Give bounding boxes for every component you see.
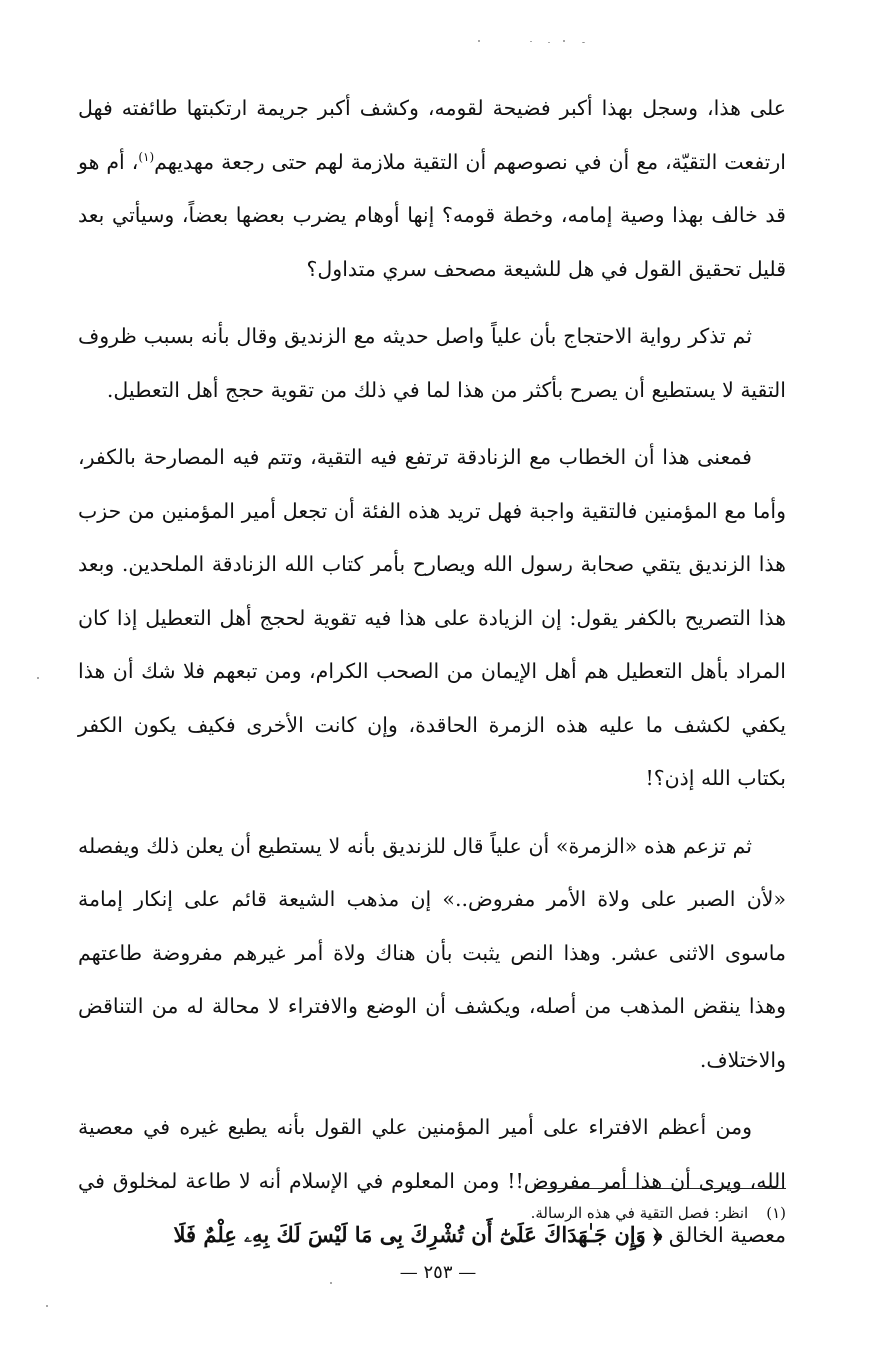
paragraph-1 <box>78 82 786 296</box>
footnote-reference[interactable]: (١) <box>138 149 155 164</box>
paragraph-5 <box>78 1101 786 1263</box>
paragraph-1-text: على هذا، وسجل بهذا أكبر فضيحة لقومه، وكشف أكبر جريمة ارتكبتها طائفته فهل ارتفعت التقيّة، مع أن في نصوصهم أن التقية ملازمة لهم حتى رجعة مهديهم <box>78 96 786 174</box>
scan-speck <box>548 42 550 43</box>
scan-speck <box>37 677 39 679</box>
scan-speck <box>563 40 565 42</box>
scan-speck <box>46 1305 48 1307</box>
footnote-number: (١) <box>766 1204 786 1222</box>
paragraph-3: فمعنى هذا أن الخطاب مع الزنادقة ترتفع فيه التقية، وتتم فيه المصارحة بالكفر، وأما مع المؤمنين فالتقية واجبة فهل تريد هذه الفئة أن تجعل أمير المؤمنين من حزب هذا الزنديق يتقي صحابة رسول الله ويصارح بأمر كتاب الله الزنادقة الملحدين. وبعد هذا التصريح بالكفر يقول: إن الزيادة على هذا فيه تقوية لحجج أهل التعطيل إذا كان المراد بأهل التعطيل هم أهل الإيمان من الصحب الكرام، ومن تبعهم فلا شك أن هذا يكفي لكشف ما عليه هذه الزمرة الحاقدة، وإن كانت الأخرى فكيف يكون الكفر بكتاب الله إذن؟! <box>78 445 786 790</box>
footnote-text: انظر: فصل التقية في هذه الرسالة. <box>530 1204 749 1222</box>
page-number: — ٢٥٣ — <box>399 1262 477 1283</box>
footnote-divider <box>536 1188 786 1189</box>
scan-speck <box>582 42 585 43</box>
scan-speck <box>530 41 532 42</box>
paragraph-5-text: ومن أعظم الافتراء على أمير المؤمنين علي القول بأنه يطيع غيره في معصية الله، ويرى أن هذا أمر مفروض!! ومن المعلوم في الإسلام أنه لا طاعة لمخلوق في معصية الخالق <box>78 1115 786 1247</box>
quran-verse: ﴿ وَإِن جَـٰهَدَاكَ عَلَىٰٓ أَن تُشْرِكَ بِى مَا لَيْسَ لَكَ بِهِۦ عِلْمٌ فَلَا <box>173 1222 663 1247</box>
scan-speck <box>478 40 480 42</box>
page-body <box>78 82 786 1263</box>
scan-speck <box>330 1282 332 1284</box>
paragraph-4: ثم تزعم هذه «الزمرة» أن علياً قال للزنديق بأنه لا يستطيع أن يعلن ذلك ويفصله «لأن الصبر على ولاة الأمر مفروض..» إن مذهب الشيعة قائم على إنكار إمامة ماسوى الاثنى عشر. وهذا النص يثبت بأن هناك ولاة أمر غيرهم مفروضة طاعتهم وهذا ينقض المذهب من أصله، ويكشف أن الوضع والافتراء لا محالة له من التناقض والاختلاف. <box>78 833 786 1072</box>
paragraph-2: ثم تذكر رواية الاحتجاج بأن علياً واصل حديثه مع الزنديق وقال بأنه بسبب ظروف التقية لا يستطيع أن يصرح بأكثر من هذا لما في ذلك من تقوية حجج أهل التعطيل. <box>78 324 786 402</box>
paragraph-1-text-continued: ، أم هو قد خالف بهذا وصية إمامه، وخطة قومه؟ إنها أوهام يضرب بعضها بعضاً، وسيأتي بعد قليل تحقيق القول في هل للشيعة مصحف سري متداول؟ <box>78 149 786 281</box>
footnote <box>531 1201 786 1225</box>
